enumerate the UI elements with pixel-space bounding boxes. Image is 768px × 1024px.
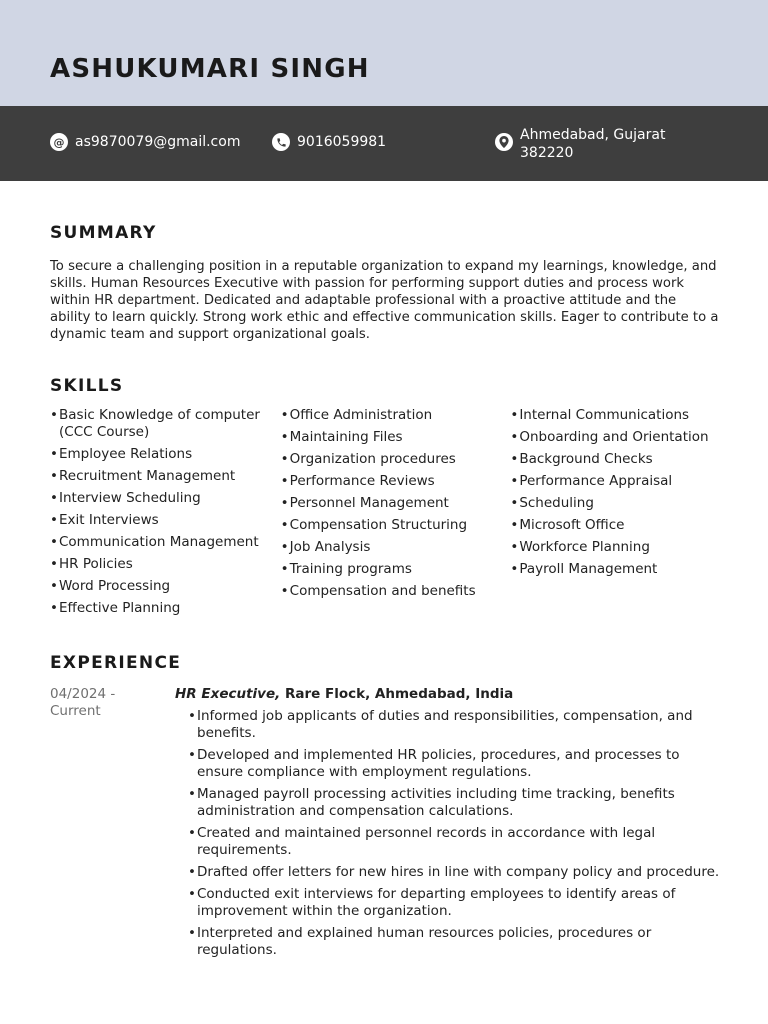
skills-column-1 <box>50 407 281 622</box>
email-text[interactable]: as9870079@gmail.com <box>75 134 241 150</box>
skills-columns <box>50 407 720 622</box>
skill-item: • Employee Relations <box>50 446 281 463</box>
skill-item: • Interview Scheduling <box>50 490 281 507</box>
skill-item: • Onboarding and Orientation <box>510 429 720 446</box>
skill-item: • Performance Appraisal <box>510 473 720 490</box>
contact-email <box>50 133 240 151</box>
job-duties <box>175 708 720 959</box>
skill-item: • Exit Interviews <box>50 512 281 529</box>
header-banner <box>0 0 768 106</box>
candidate-name: ASHUKUMARI SINGH <box>50 54 370 84</box>
contact-phone <box>272 133 386 151</box>
skill-item: • Background Checks <box>510 451 720 468</box>
job-title: HR Executive, <box>175 686 281 702</box>
skill-item: • Recruitment Management <box>50 468 281 485</box>
at-icon: @ <box>50 133 68 151</box>
skill-item: • Scheduling <box>510 495 720 512</box>
duty-item: • Drafted offer letters for new hires in line with company policy and procedure. <box>188 864 720 881</box>
skill-item: • Effective Planning <box>50 600 281 617</box>
experience-entry <box>50 686 720 964</box>
job-heading <box>175 686 720 703</box>
duty-item: • Conducted exit interviews for departing employees to identify areas of improvement within the organization. <box>188 886 720 920</box>
skill-item: • Communication Management <box>50 534 281 551</box>
summary-text: To secure a challenging position in a reputable organization to expand my learnings, knowledge, and skills. Human Resources Executive with passion for performing support duties and process work within HR department. Dedicated and adaptable professional with a proactive attitude and the ability to learn quickly. Strong work ethic and effective communication skills. Eager to contribute to a dynamic team and support organizational goals. <box>50 259 719 342</box>
skill-item: • Workforce Planning <box>510 539 720 556</box>
location-text <box>520 126 665 162</box>
phone-icon <box>272 133 290 151</box>
skill-item: • Job Analysis <box>281 539 511 556</box>
skill-item: • Personnel Management <box>281 495 511 512</box>
contact-location <box>495 126 665 162</box>
experience-section <box>50 652 720 964</box>
map-pin-icon <box>495 133 513 151</box>
experience-dates <box>50 686 175 964</box>
duty-item: • Managed payroll processing activities including time tracking, benefits administration and compensation calculations. <box>188 786 720 820</box>
skill-item: • HR Policies <box>50 556 281 573</box>
skill-item: • Payroll Management <box>510 561 720 578</box>
job-company: Rare Flock, Ahmedabad, India <box>284 686 514 702</box>
summary-section <box>50 222 720 343</box>
date-end: Current <box>50 703 101 719</box>
contact-bar <box>0 106 768 181</box>
skill-item: • Microsoft Office <box>510 517 720 534</box>
skill-item: • Performance Reviews <box>281 473 511 490</box>
skill-item: • Training programs <box>281 561 511 578</box>
skill-item: • Internal Communications <box>510 407 720 424</box>
skill-item: • Compensation and benefits <box>281 583 511 600</box>
skills-column-3 <box>510 407 720 622</box>
location-city: Ahmedabad, Gujarat <box>520 127 666 143</box>
duty-item: • Interpreted and explained human resources policies, procedures or regulations. <box>188 925 720 959</box>
skill-item: • Office Administration <box>281 407 511 424</box>
experience-details <box>175 686 720 964</box>
skills-column-2 <box>281 407 511 622</box>
summary-title: SUMMARY <box>50 223 157 243</box>
skill-item: • Word Processing <box>50 578 281 595</box>
skill-item: • Organization procedures <box>281 451 511 468</box>
skills-section <box>50 375 720 622</box>
skills-title: SKILLS <box>50 376 124 396</box>
skill-item: • Maintaining Files <box>281 429 511 446</box>
duty-item: • Developed and implemented HR policies, procedures, and processes to ensure compliance with employment regulations. <box>188 747 720 781</box>
location-postcode: 382220 <box>520 145 574 161</box>
date-start: 04/2024 - <box>50 686 116 702</box>
skill-item: • Compensation Structuring <box>281 517 511 534</box>
phone-text[interactable]: 9016059981 <box>297 134 387 150</box>
skill-item: • Basic Knowledge of computer (CCC Course) <box>50 407 281 441</box>
experience-title: EXPERIENCE <box>50 653 182 673</box>
duty-item: • Informed job applicants of duties and responsibilities, compensation, and benefits. <box>188 708 720 742</box>
duty-item: • Created and maintained personnel records in accordance with legal requirements. <box>188 825 720 859</box>
